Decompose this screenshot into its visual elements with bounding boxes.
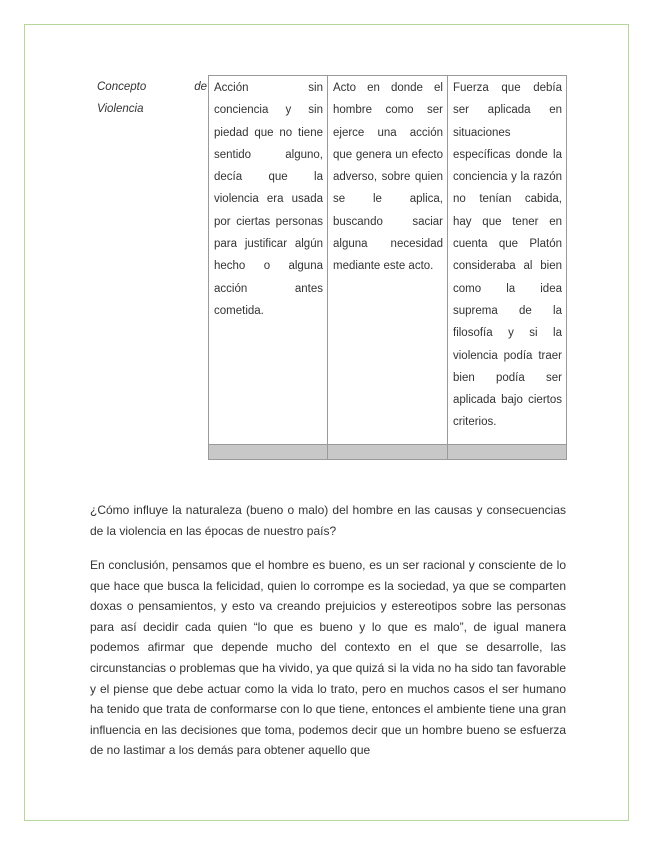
- table-row: [209, 76, 567, 445]
- row-label-word-violencia: Violencia: [97, 103, 144, 116]
- row-label: [97, 76, 207, 121]
- row-label-word-concepto: Concepto: [97, 81, 147, 93]
- definition-cell-3: Fuerza que debía ser aplicada en situaciones específicas donde la conciencia y la razón no tenían cabida, hay que tener en cuenta que Platón consideraba al bien como la idea suprema de la filosofía y si la violencia podía traer bien podía ser aplicada bajo ciertos criterios.: [448, 76, 567, 445]
- question-paragraph: ¿Cómo influye la naturaleza (bueno o malo) del hombre en las causas y consecuencias de la violencia en las épocas de nuestro país?: [90, 503, 566, 538]
- footer-cell-2: [328, 445, 448, 460]
- footer-cell-1: [209, 445, 328, 460]
- footer-cell-3: [448, 445, 567, 460]
- answer-paragraph: En conclusión, pensamos que el hombre es bueno, es un ser racional y consciente de lo que hace que busca la felicidad, quien lo corrompe es la sociedad, ya que se comparten doxas o pensamientos, y esto va creando prejuicios y estereotipos sobre las personas para así decidir cada quien “lo que es bueno y lo que es malo”, de igual manera podemos afirmar que depende mucho del contexto en el que se desarrolle, las circunstancias o problemas que ha vivido, ya que quizá si la vida no ha sido tan favorable y el piense que debe actuar como la vida lo trato, pero en muchos casos el ser humano ha tenido que trata de conformarse con lo que tiene, entonces el ambiente tiene una gran influencia en las decisiones que toma, podemos decir que un hombre bueno se esfuerza de no lastimar a los demás para obtener aquello que: [90, 558, 566, 758]
- row-label-word-de: de: [194, 81, 207, 93]
- table-footer-row: [209, 445, 567, 460]
- definition-cell-2: Acto en donde el hombre como ser ejerce una acción que genera un efecto adverso, sobre quien se le aplica, buscando saciar alguna necesidad mediante este acto.: [328, 76, 448, 445]
- definition-cell-1: Acción sin conciencia y sin piedad que no tiene sentido alguno, decía que la violencia era usada por ciertas personas para justificar algún hecho o alguna acción antes cometida.: [209, 76, 328, 445]
- definitions-table: [208, 75, 567, 460]
